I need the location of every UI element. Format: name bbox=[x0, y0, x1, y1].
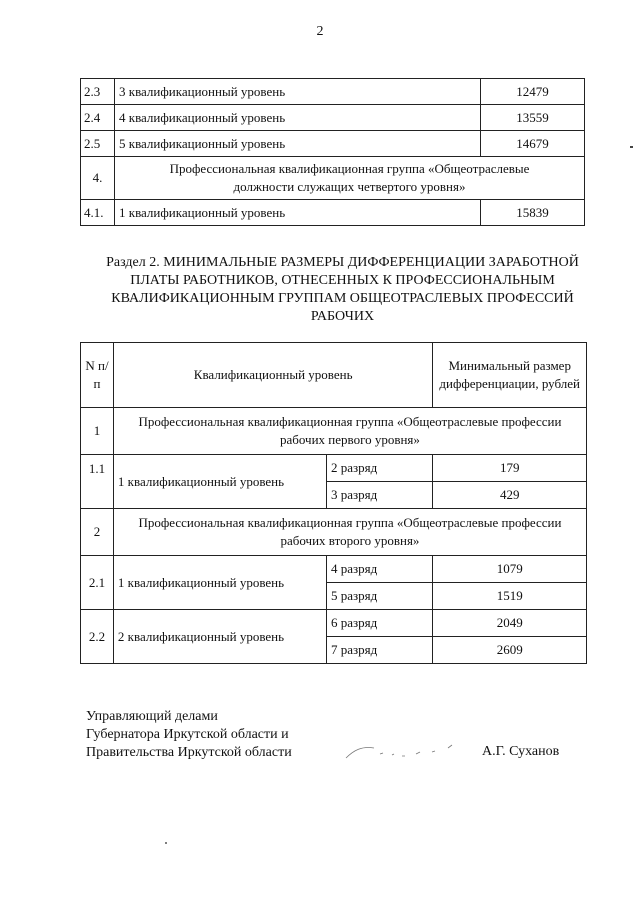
qualification-level: 1 квалификационный уровень bbox=[115, 200, 481, 226]
table-row bbox=[81, 105, 585, 131]
row-number: 2.5 bbox=[81, 131, 115, 157]
row-number: 4.1. bbox=[81, 200, 115, 226]
signatory-position bbox=[86, 708, 292, 762]
rank-label: 7 разряд bbox=[327, 637, 433, 664]
rank-label: 6 разряд bbox=[327, 610, 433, 637]
signatory-line: Правительства Иркутской области bbox=[86, 745, 292, 760]
signer-name: А.Г. Суханов bbox=[482, 744, 560, 759]
table-row bbox=[81, 79, 585, 105]
signatory-line: Губернатора Иркутской области и bbox=[86, 727, 289, 742]
table-row bbox=[81, 455, 587, 482]
scan-speck bbox=[630, 146, 633, 148]
row-number: 2.2 bbox=[81, 610, 114, 664]
qualification-level: 3 квалификационный уровень bbox=[115, 79, 481, 105]
rank-value: 1079 bbox=[433, 556, 587, 583]
group-title: Профессиональная квалификационная группа «Общеотраслевые профессии рабочих второго уровня» bbox=[113, 509, 586, 556]
page-number: 2 bbox=[316, 24, 324, 39]
qualification-level: 1 квалификационный уровень bbox=[113, 556, 326, 610]
rank-value: 2049 bbox=[433, 610, 587, 637]
table-header-row bbox=[81, 343, 587, 408]
group-title: Профессиональная квалификационная группа «Общеотраслевые профессии рабочих первого уровня» bbox=[113, 408, 586, 455]
salary-value: 12479 bbox=[481, 79, 585, 105]
rank-value: 2609 bbox=[433, 637, 587, 664]
row-number: 2.4 bbox=[81, 105, 115, 131]
salary-value: 14679 bbox=[481, 131, 585, 157]
header-number: N п/п bbox=[81, 343, 114, 408]
group-number: 1 bbox=[81, 408, 114, 455]
qualification-level: 1 квалификационный уровень bbox=[113, 455, 326, 509]
row-number: 2.1 bbox=[81, 556, 114, 610]
table-row bbox=[81, 556, 587, 583]
header-value: Минимальный размер дифференциации, рублей bbox=[433, 343, 587, 408]
group-title: Профессиональная квалификационная группа «Общеотраслевые должности служащих четвертого уровня» bbox=[115, 157, 585, 200]
table-row bbox=[81, 131, 585, 157]
rank-value: 1519 bbox=[433, 583, 587, 610]
salary-value: 15839 bbox=[481, 200, 585, 226]
signatory-line: Управляющий делами bbox=[86, 709, 218, 724]
row-number: 2.3 bbox=[81, 79, 115, 105]
workers-differentiation-table bbox=[80, 342, 587, 664]
header-level: Квалификационный уровень bbox=[113, 343, 432, 408]
qualification-table-continued bbox=[80, 78, 585, 226]
scan-speck bbox=[165, 842, 167, 844]
table-row bbox=[81, 610, 587, 637]
rank-value: 179 bbox=[433, 455, 587, 482]
group-row bbox=[81, 157, 585, 200]
signature-scribble bbox=[340, 736, 470, 766]
qualification-level: 5 квалификационный уровень bbox=[115, 131, 481, 157]
qualification-level: 4 квалификационный уровень bbox=[115, 105, 481, 131]
rank-label: 5 разряд bbox=[327, 583, 433, 610]
rank-label: 3 разряд bbox=[327, 482, 433, 509]
rank-value: 429 bbox=[433, 482, 587, 509]
salary-value: 13559 bbox=[481, 105, 585, 131]
group-row bbox=[81, 408, 587, 455]
group-number: 2 bbox=[81, 509, 114, 556]
row-number: 1.1 bbox=[81, 455, 114, 509]
section-title: Раздел 2. МИНИМАЛЬНЫЕ РАЗМЕРЫ ДИФФЕРЕНЦИАЦИИ ЗАРАБОТНОЙ ПЛАТЫ РАБОТНИКОВ, ОТНЕСЕННЫХ К ПРОФЕССИОНАЛЬНЫМ КВАЛИФИКАЦИОННЫМ ГРУППАМ ОБЩЕОТРАСЛЕВЫХ ПРОФЕССИЙ РАБОЧИХ bbox=[106, 255, 579, 324]
group-row bbox=[81, 509, 587, 556]
rank-label: 4 разряд bbox=[327, 556, 433, 583]
group-number: 4. bbox=[81, 157, 115, 200]
table-row bbox=[81, 200, 585, 226]
rank-label: 2 разряд bbox=[327, 455, 433, 482]
qualification-level: 2 квалификационный уровень bbox=[113, 610, 326, 664]
